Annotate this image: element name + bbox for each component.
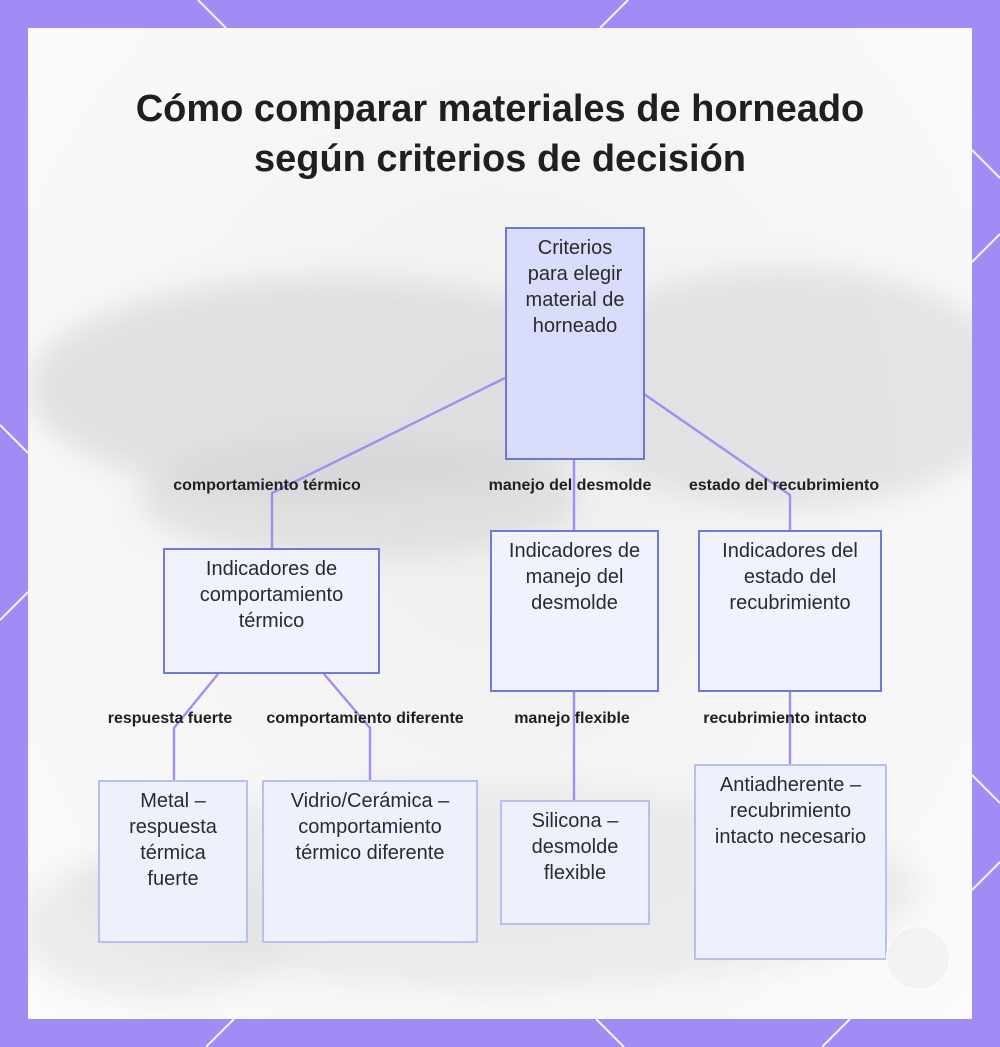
node-thermal-indicators: Indicadores de comportamiento térmico bbox=[163, 548, 380, 674]
node-metal: Metal – respuesta térmica fuerte bbox=[98, 780, 248, 943]
edge-label-coating: estado del recubrimiento bbox=[688, 477, 880, 494]
node-nonstick: Antiadherente – recubrimiento intacto necesario bbox=[694, 764, 887, 960]
title-line-2: según criterios de decisión bbox=[253, 138, 747, 180]
node-glass-ceramic: Vidrio/Cerámica – comportamiento térmico diferente bbox=[262, 780, 478, 943]
watermark-badge-icon bbox=[886, 926, 950, 990]
title-line-1: Cómo comparar materiales de horneado bbox=[135, 88, 865, 130]
edge-label-intact: recubrimiento intacto bbox=[703, 710, 867, 727]
node-unmold-indicators: Indicadores de manejo del desmolde bbox=[490, 530, 659, 692]
edge-label-flexible: manejo flexible bbox=[514, 710, 630, 727]
edge-label-different: comportamiento diferente bbox=[266, 710, 464, 727]
node-silicone: Silicona – desmolde flexible bbox=[500, 800, 650, 925]
node-root-criteria: Criterios para elegir material de horneado bbox=[505, 227, 645, 460]
diagram-card bbox=[28, 28, 972, 1019]
node-coating-indicators: Indicadores del estado del recubrimiento bbox=[698, 530, 882, 692]
connector-root-coating bbox=[644, 394, 790, 530]
edge-label-unmold: manejo del desmolde bbox=[488, 477, 652, 494]
edge-label-strong: respuesta fuerte bbox=[107, 710, 233, 727]
edge-label-thermal: comportamiento térmico bbox=[173, 477, 361, 494]
connector-root-thermal bbox=[272, 378, 505, 548]
